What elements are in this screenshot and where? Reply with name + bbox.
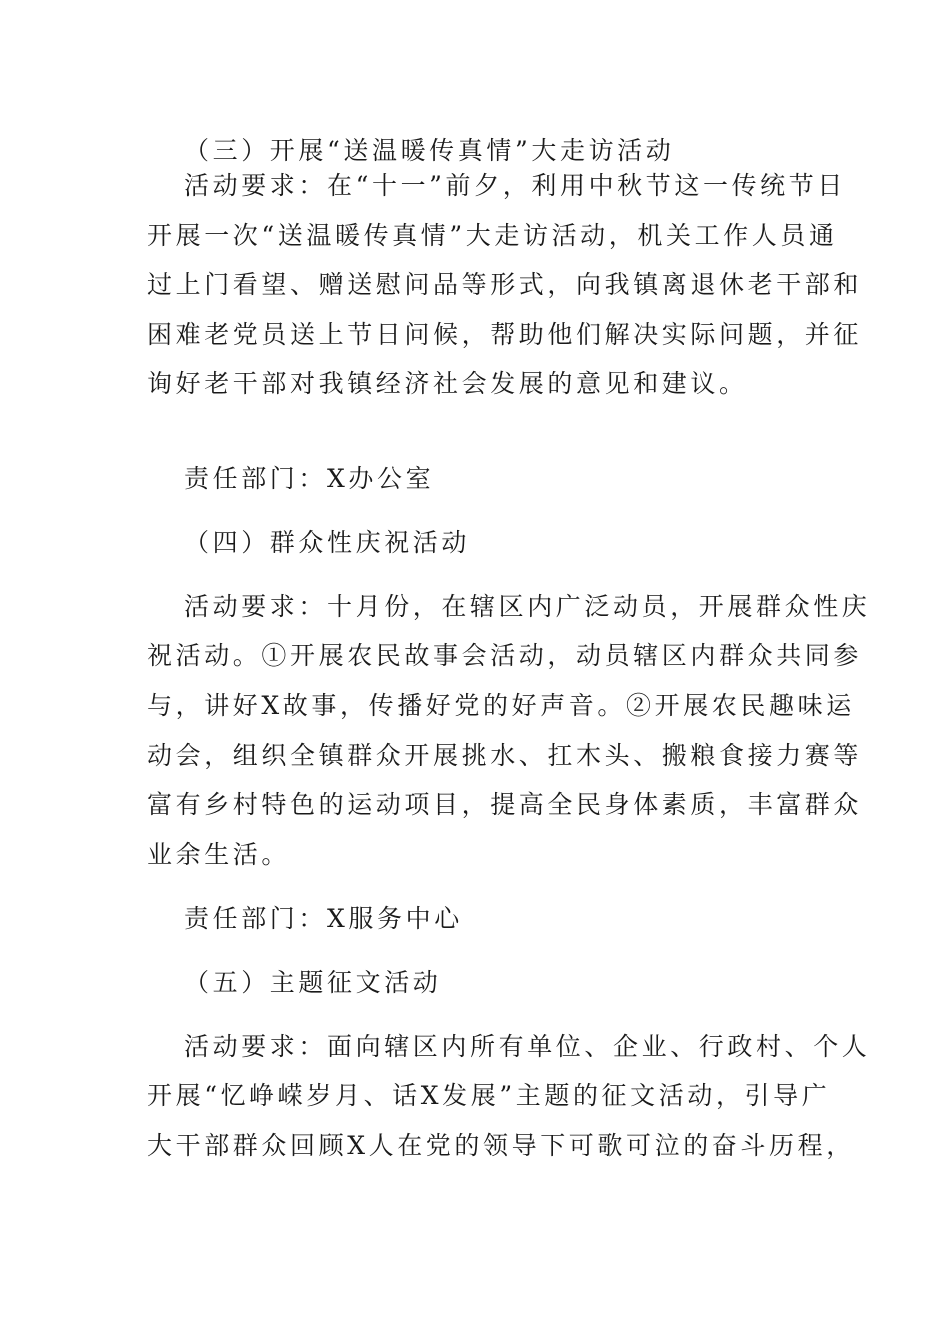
paragraph-line: 活动要求：在“十一”前夕，利用中秋节这一传统节日 (184, 171, 846, 200)
paragraph-line: 开展“忆峥嵘岁月、话X发展”主题的征文活动，引导广 (147, 1081, 831, 1110)
paragraph-line: 业余生活。 (147, 840, 291, 869)
heading-3: （三）开展“送温暖传真情”大走访活动 (184, 136, 675, 165)
paragraph-line: 与，讲好X故事，传播好党的好声音。②开展农民趣味运 (147, 691, 855, 720)
paragraph-line: 大干部群众回顾X人在党的领导下可歌可泣的奋斗历程， (147, 1131, 855, 1160)
paragraph-line: 开展一次“送温暖传真情”大走访活动，机关工作人员通 (147, 221, 838, 250)
responsible-dept: 责任部门：X服务中心 (184, 904, 463, 933)
paragraph-line: 动会，组织全镇群众开展挑水、扛木头、搬粮食接力赛等 (147, 741, 863, 770)
heading-4: （四）群众性庆祝活动 (184, 528, 471, 557)
paragraph-line: 困难老党员送上节日问候，帮助他们解决实际问题，并征 (147, 320, 863, 349)
heading-5: （五）主题征文活动 (184, 968, 442, 997)
paragraph-line: 过上门看望、赠送慰问品等形式，向我镇离退休老干部和 (147, 270, 863, 299)
paragraph-line: 活动要求：面向辖区内所有单位、企业、行政村、个人 (184, 1032, 871, 1061)
paragraph-line: 祝活动。①开展农民故事会活动，动员辖区内群众共同参 (147, 641, 863, 670)
paragraph-line: 询好老干部对我镇经济社会发展的意见和建议。 (147, 369, 748, 398)
responsible-dept: 责任部门：X办公室 (184, 464, 435, 493)
paragraph-line: 活动要求：十月份，在辖区内广泛动员，开展群众性庆 (184, 592, 871, 621)
paragraph-line: 富有乡村特色的运动项目，提高全民身体素质，丰富群众 (147, 790, 863, 819)
